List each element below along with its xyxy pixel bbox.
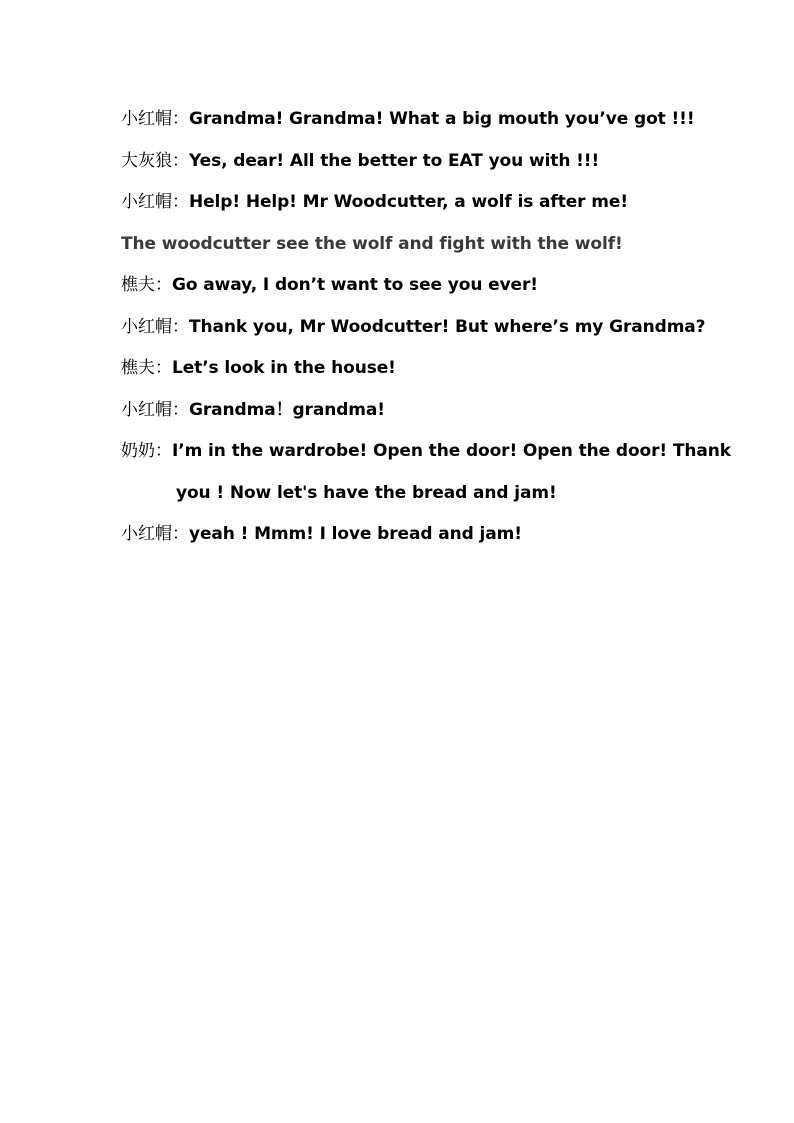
speaker-separator: ：: [155, 441, 172, 461]
speaker-name: 奶奶: [121, 441, 155, 461]
speaker-separator: ：: [172, 399, 189, 420]
play-script: [121, 106, 741, 563]
speaker-name: 小红帽: [121, 316, 172, 337]
dialogue-line: [121, 106, 741, 148]
dialogue-text: I’m in the wardrobe! Open the door! Open the door! Thank: [172, 441, 731, 461]
speaker-name: 小红帽: [121, 109, 172, 129]
dialogue-line: [121, 272, 741, 314]
speaker-separator: ：: [155, 358, 172, 378]
dialogue-text: Grandma！grandma!: [189, 399, 385, 420]
speaker-name: 小红帽: [121, 399, 172, 420]
speaker-separator: ：: [155, 275, 172, 295]
speaker-name: 樵夫: [121, 275, 155, 295]
dialogue-continuation-line: [121, 480, 741, 522]
speaker-separator: ：: [172, 192, 189, 212]
dialogue-text: yeah ! Mmm! I love bread and jam!: [189, 524, 522, 544]
speaker-name: 樵夫: [121, 358, 155, 378]
dialogue-text: Thank you, Mr Woodcutter! But where’s my Grandma?: [189, 316, 706, 337]
speaker-name: 小红帽: [121, 192, 172, 212]
narration-text: The woodcutter see the wolf and fight with the wolf!: [121, 233, 623, 254]
speaker-separator: ：: [172, 524, 189, 544]
dialogue-text: Help! Help! Mr Woodcutter, a wolf is after me!: [189, 192, 628, 212]
dialogue-line: [121, 397, 741, 439]
stage-direction: [121, 231, 741, 273]
dialogue-text: Yes, dear! All the better to EAT you with !!!: [189, 150, 600, 171]
dialogue-line: [121, 521, 741, 563]
speaker-name: 大灰狼: [121, 150, 172, 171]
dialogue-line: [121, 438, 741, 480]
speaker-separator: ：: [172, 150, 189, 171]
dialogue-text: Let’s look in the house!: [172, 358, 396, 378]
dialogue-line: [121, 148, 741, 190]
speaker-separator: ：: [172, 109, 189, 129]
dialogue-text: Grandma! Grandma! What a big mouth you’ve got !!!: [189, 109, 695, 129]
dialogue-line: [121, 314, 741, 356]
dialogue-text: Go away, I don’t want to see you ever!: [172, 275, 538, 295]
dialogue-line: [121, 355, 741, 397]
speaker-separator: ：: [172, 316, 189, 337]
dialogue-text: you ! Now let's have the bread and jam!: [176, 482, 557, 503]
speaker-name: 小红帽: [121, 524, 172, 544]
dialogue-line: [121, 189, 741, 231]
